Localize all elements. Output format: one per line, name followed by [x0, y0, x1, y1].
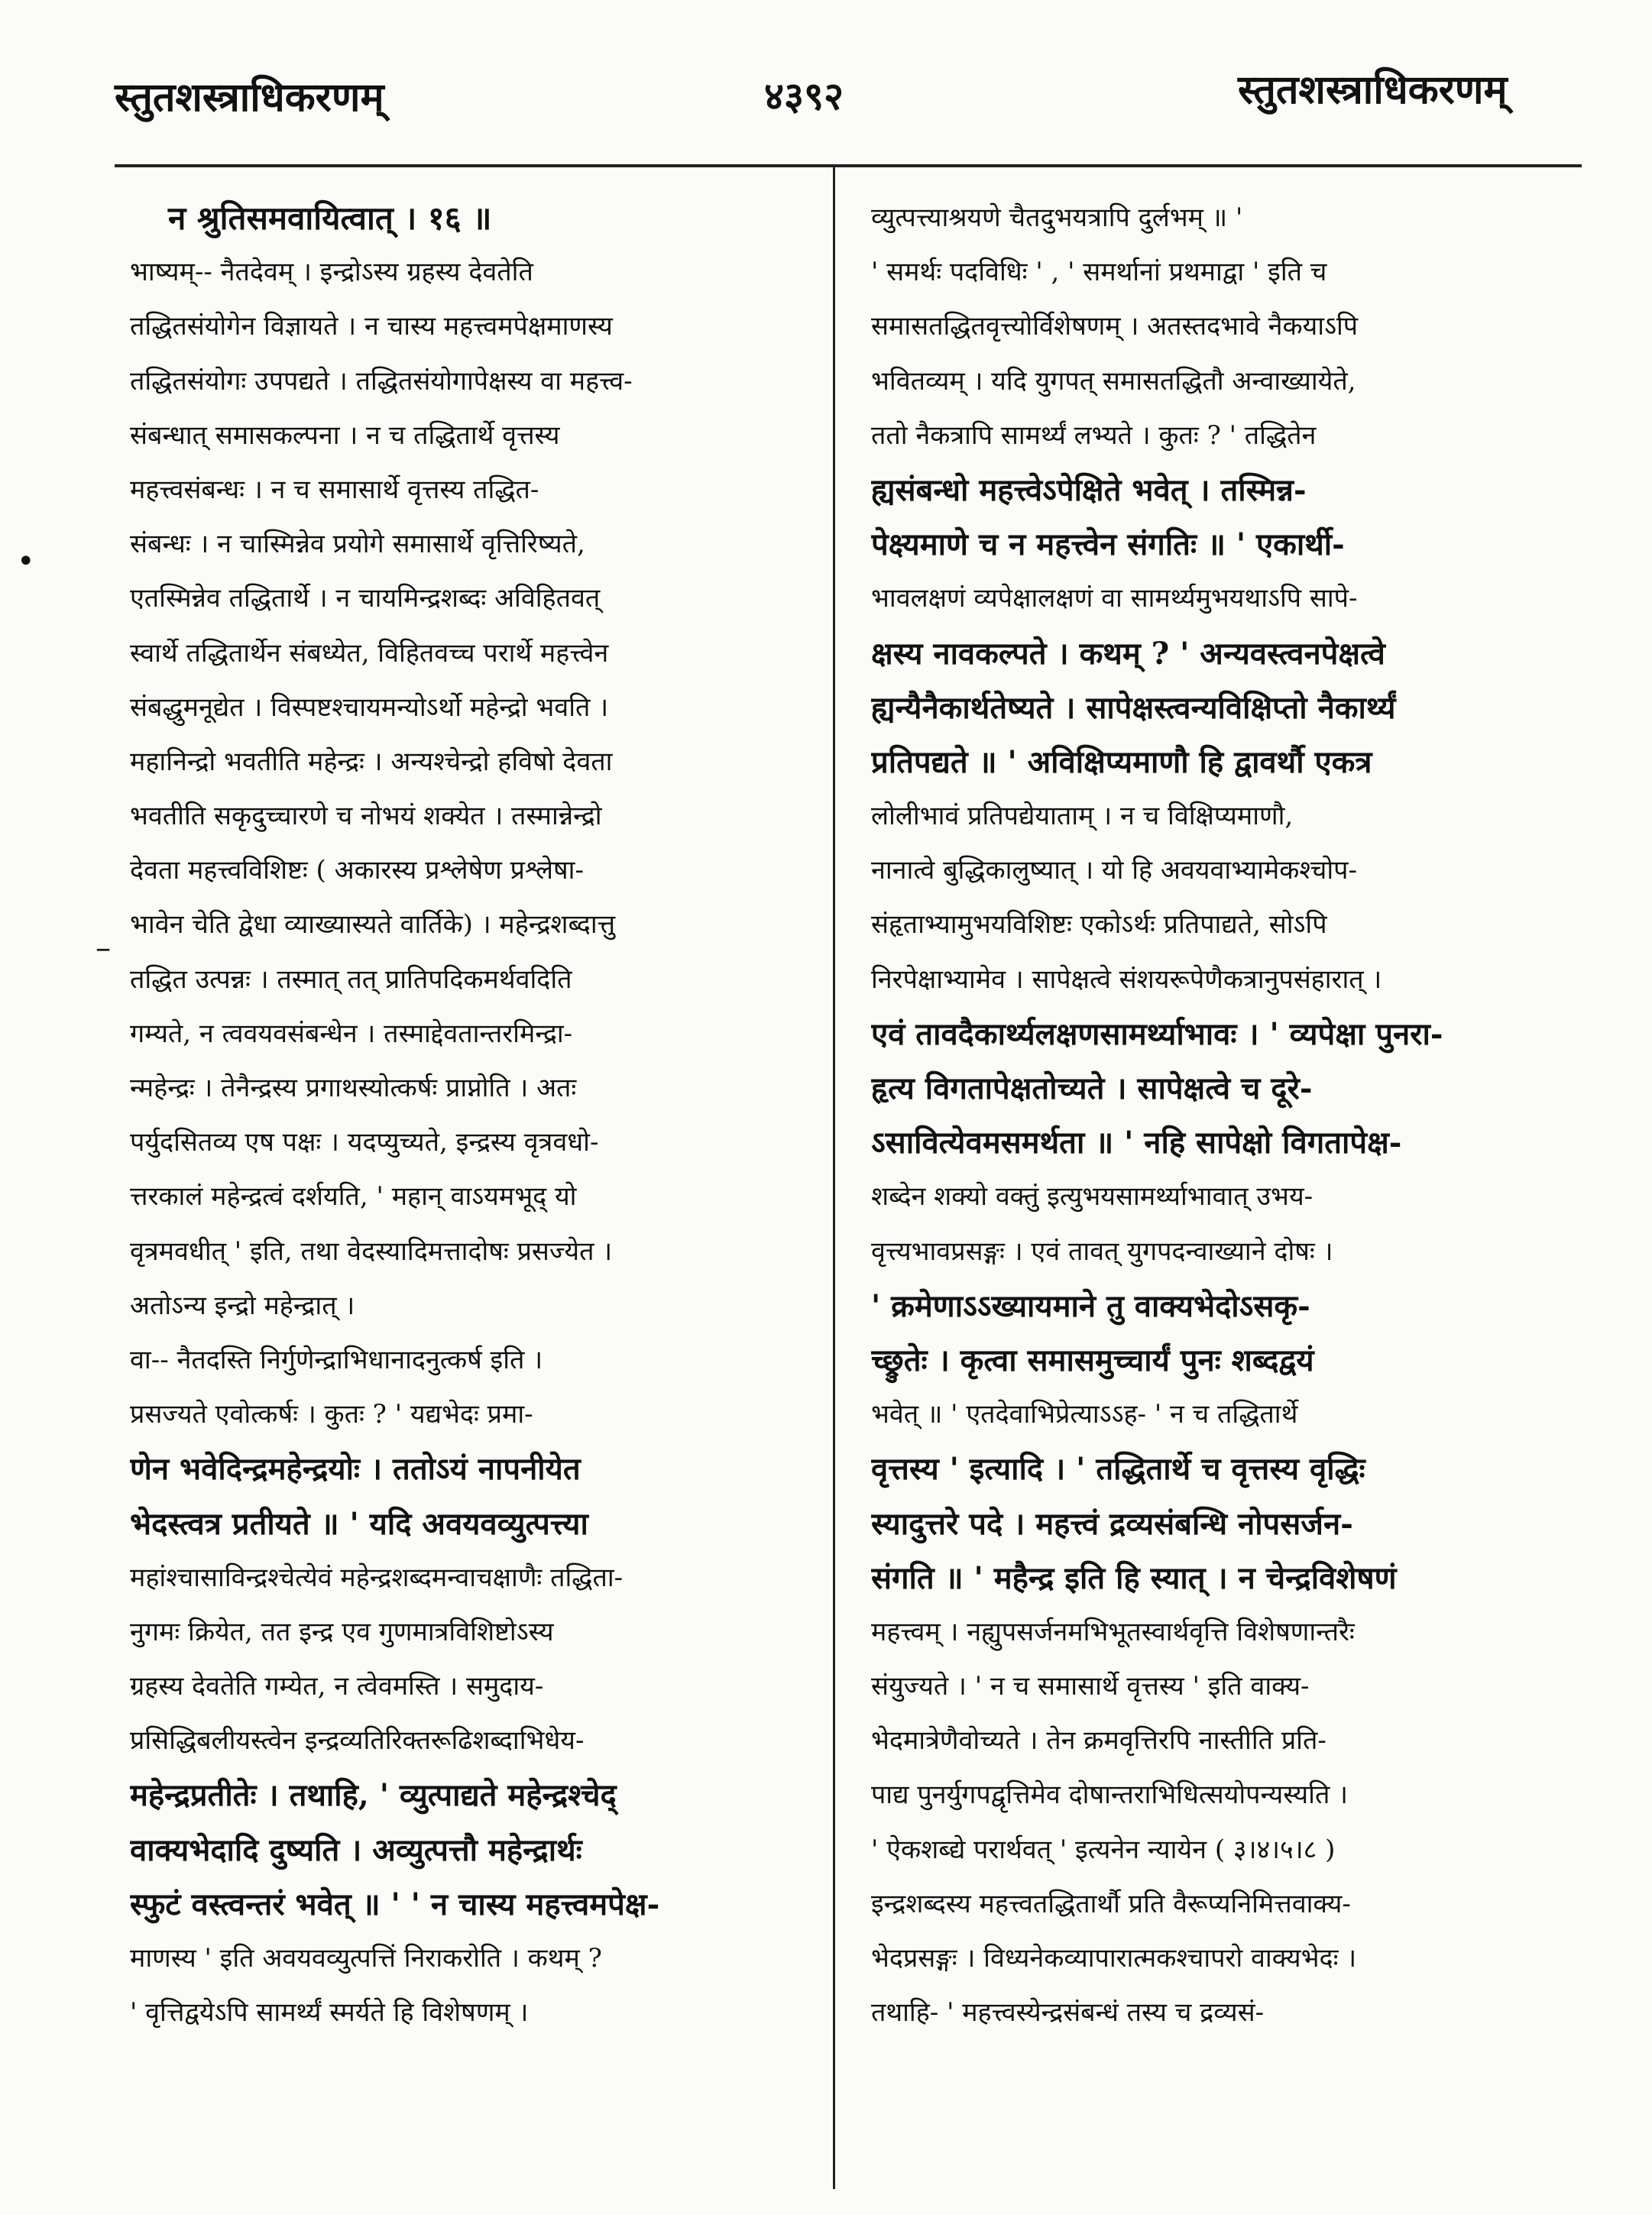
text-line: प्रसिद्धिबलीयस्त्वेन इन्द्रव्यतिरिक्तरूढिशब्दाभिधेय-: [130, 1725, 585, 1757]
text-line: शब्देन शक्यो वक्तुं इत्युभयसामर्थ्याभावात् उभय-: [871, 1181, 1314, 1213]
text-line: भवेत् ॥ ' एतदेवाभिप्रेत्याऽऽह- ' न च तद्धितार्थे: [871, 1399, 1298, 1430]
right-column: [871, 191, 1559, 2040]
text-line: संबन्धः । न चास्मिन्नेव प्रयोगे समासार्थे वृत्तिरिष्यते,: [130, 529, 585, 560]
text-line: समासतद्धितवृत्त्योर्विशेषणम् । अतस्तदभावे नैकयाऽपि: [871, 311, 1359, 342]
text-line: महत्त्वम् । नह्युपसर्जनमभिभूतस्वार्थवृत्ति विशेषणान्तरैः: [871, 1616, 1355, 1647]
margin-dot-icon: •: [17, 544, 35, 579]
running-title-left: स्तुतशस्त्राधिकरणम्: [115, 74, 384, 121]
text-line: वाक्यभेदादि दुष्यति । अव्युत्पत्तौ महेन्द्रार्थः: [130, 1831, 582, 1868]
text-line: भाष्यम्-- नैतदेवम् । इन्द्रोऽस्य ग्रहस्य देवतेति: [130, 257, 533, 288]
text-line: ह्यसंबन्धो महत्त्वेऽपेक्षिते भवेत् । तस्मिन्न-: [871, 471, 1307, 508]
left-column: [130, 191, 814, 2040]
text-line: ' वृत्तिद्वयेऽपि सामर्थ्यं स्मर्यते हि विशेषणम् ।: [130, 1997, 529, 2029]
text-line: पाद्य पुनर्युगपद्वृत्तिमेव दोषान्तराभिधित्सयोपन्यस्यति ।: [871, 1779, 1349, 1811]
text-line: भेदमात्रेणैवोच्यते । तेन क्रमवृत्तिरपि नास्तीति प्रति-: [871, 1725, 1326, 1757]
sutra-heading: न श्रुतिसमवायित्वात् । १६ ॥: [168, 199, 492, 237]
text-line: क्षस्य नावकल्पते । कथम् ? ' अन्यवस्त्वनपेक्षत्वे: [871, 635, 1385, 672]
text-line: तद्धित उत्पन्नः । तस्मात् तत् प्रातिपदिकमर्थवदिति: [130, 963, 572, 995]
text-line: प्रसज्यते एवोत्कर्षः । कुतः ? ' यद्यभेदः प्रमा-: [130, 1399, 533, 1430]
text-line: वा-- नैतदस्ति निर्गुणेन्द्राभिधानादनुत्कर्ष इति ।: [130, 1344, 543, 1375]
text-line: च्छ्रुतेः । कृत्वा समासमुच्चार्यं पुनः शब्दद्वयं: [871, 1342, 1314, 1378]
text-line: ' ऐकशब्द्ये परार्थवत् ' इत्यनेन न्यायेन ( ३।४।५।८ ): [871, 1834, 1336, 1865]
text-line: संहृताभ्यामुभयविशिष्टः एकोऽर्थः प्रतिपाद्यते, सोऽपि: [871, 909, 1327, 941]
column-divider: [833, 164, 835, 2189]
text-line: ' क्रमेणाऽऽख्यायमाने तु वाक्यभेदोऽसकृ-: [871, 1287, 1310, 1324]
text-line: पेक्ष्यमाणे च न महत्त्वेन संगतिः ॥ ' एकार्थी-: [871, 526, 1345, 563]
text-line: स्फुटं वस्त्वन्तरं भवेत् ॥ ' ' न चास्य महत्त्वमपेक्ष-: [130, 1886, 660, 1922]
text-line: माणस्य ' इति अवयवव्युत्पत्तिं निराकरोति । कथम् ?: [130, 1943, 602, 1974]
text-line: संबद्धुमनूद्येत । विस्पष्टश्चायमन्योऽर्थो महेन्द्रो भवति ।: [130, 691, 609, 723]
text-line: निरपेक्षाभ्यामेव । सापेक्षत्वे संशयरूपेणैकत्रानुपसंहारात् ।: [871, 963, 1382, 995]
text-line: भावलक्षणं व्यपेक्षालक्षणं वा सामर्थ्यमुभयथाऽपि सापे-: [871, 583, 1358, 614]
text-line: भेदस्त्वत्र प्रतीयते ॥ ' यदि अवयवव्युत्पत्त्या: [130, 1505, 588, 1542]
text-line: गम्यते, न त्ववयवसंबन्धेन । तस्माद्देवतान्तरमिन्द्रा-: [130, 1018, 573, 1049]
text-line: भवितव्यम् । यदि युगपत् समासतद्धितौ अन्वाख्यायेते,: [871, 365, 1356, 397]
text-line: तद्धितसंयोगेन विज्ञायते । न चास्य महत्त्वमपेक्षमाणस्य: [130, 311, 613, 342]
text-line: अतोऽन्य इन्द्रो महेन्द्रात् ।: [130, 1290, 355, 1321]
text-line: स्यादुत्तरे पदे । महत्त्वं द्रव्यसंबन्धि नोपसर्जन-: [871, 1505, 1353, 1542]
text-line: ह्यन्यैनैकार्थतेष्यते । सापेक्षस्त्वन्यविक्षिप्तो नैकार्थ्यं: [871, 689, 1396, 726]
text-line: ऽसावित्येवमसमर्थता ॥ ' नहि सापेक्षो विगतापेक्ष-: [871, 1125, 1402, 1161]
text-line: भावेन चेति द्वेधा व्याख्यास्यते वार्तिके) । महेन्द्रशब्दात्तु: [130, 909, 616, 941]
text-line: महेन्द्रप्रतीतेः । तथाहि, ' व्युत्पाद्यते महेन्द्रश्चेद्: [130, 1777, 617, 1814]
text-line: वृत्तस्य ' इत्यादि । ' तद्धितार्थे च वृत्तस्य वृद्धिः: [871, 1451, 1365, 1488]
page-number: ४३९२: [764, 73, 844, 118]
text-line: देवता महत्त्वविशिष्टः ( अकारस्य प्रश्लेषेण प्रश्लेषा-: [130, 855, 584, 886]
text-line: न्महेन्द्रः । तेनैन्द्रस्य प्रगाथस्योत्कर्षः प्राप्नोति । अतः: [130, 1073, 577, 1103]
text-line: पर्युदसितव्य एष पक्षः । यदप्युच्यते, इन्द्रस्य वृत्रवधो-: [130, 1127, 599, 1158]
text-line: एतस्मिन्नेव तद्धितार्थे । न चायमिन्द्रशब्दः अविहितवत्: [130, 583, 601, 614]
text-line: भेदप्रसङ्गः । विध्यनेकव्यापारात्मकश्चापरो वाक्यभेदः ।: [871, 1943, 1357, 1974]
text-line: एवं तावदैकार्थ्यलक्षणसामर्थ्याभावः । ' व्यपेक्षा पुनरा-: [871, 1015, 1443, 1052]
text-line: संगति ॥ ' महैन्द्र इति हि स्यात् । न चेन्द्रविशेषणं: [871, 1559, 1397, 1596]
text-line: ' समर्थः पदविधिः ' , ' समर्थानां प्रथमाद्वा ' इति च: [871, 257, 1327, 288]
text-line: स्वार्थे तद्धितार्थेन संबध्येत, विहितवच्च परार्थे महत्त्वेन: [130, 637, 609, 669]
running-title-right: स्तुतशस्त्राधिकरणम्: [1238, 66, 1508, 113]
text-line: तथाहि- ' महत्त्वस्येन्द्रसंबन्धं तस्य च द्रव्यसं-: [871, 1997, 1265, 2029]
header-rule: [115, 164, 1582, 167]
text-line: इन्द्रशब्दस्य महत्त्वतद्धितार्थौ प्रति वैरूप्यनिमित्तवाक्य-: [871, 1888, 1351, 1919]
text-line: संबन्धात् समासकल्पना । न च तद्धितार्थे वृत्तस्य: [130, 419, 560, 451]
text-line: महांश्चासाविन्द्रश्चेत्येवं महेन्द्रशब्दमन्वाचक्षाणैः तद्धिता-: [130, 1562, 624, 1593]
text-line: प्रतिपद्यते ॥ ' अविक्षिप्यमाणौ हि द्वावर्थौ एकत्र: [871, 743, 1372, 780]
text-line: महत्त्वसंबन्धः । न च समासार्थे वृत्तस्य तद्धित-: [130, 474, 539, 505]
text-line: महानिन्द्रो भवतीति महेन्द्रः । अन्यश्चेन्द्रो हविषो देवता: [130, 746, 613, 777]
text-line: ग्रहस्य देवतेति गम्येत, न त्वेवमस्ति । समुदाय-: [130, 1671, 544, 1702]
text-line: णेन भवेदिन्द्रमहेन्द्रयोः । ततोऽयं नापनीयेत: [130, 1451, 581, 1488]
text-line: संयुज्यते । ' न च समासार्थे वृत्तस्य ' इति वाक्य-: [871, 1671, 1310, 1702]
text-line: त्तरकालं महेन्द्रत्वं दर्शयति, ' महान् वाऽयमभूद् यो: [130, 1181, 577, 1213]
text-line: वृत्रमवधीत् ' इति, तथा वेदस्यादिमत्तादोषः प्रसज्येत ।: [130, 1235, 613, 1267]
text-line: नुगमः क्रियेत, तत इन्द्र एव गुणमात्रविशिष्टोऽस्य: [130, 1616, 554, 1647]
text-line: हृत्य विगतापेक्षतोच्यते । सापेक्षत्वे च दूरे-: [871, 1070, 1313, 1106]
margin-dash-icon: –: [96, 931, 111, 966]
text-line: तद्धितसंयोगः उपपद्यते । तद्धितसंयोगापेक्षस्य वा महत्त्व-: [130, 365, 633, 397]
text-line: नानात्वे बुद्धिकालुष्यात् । यो हि अवयवाभ्यामेकश्चोप-: [871, 855, 1357, 886]
text-line: लोलीभावं प्रतिपद्येयाताम् । न च विक्षिप्यमाणौ,: [871, 801, 1294, 832]
text-line: वृत्त्यभावप्रसङ्गः । एवं तावत् युगपदन्वाख्याने दोषः ।: [871, 1235, 1333, 1267]
text-line: ततो नैकत्रापि सामर्थ्यं लभ्यते । कुतः ? ' तद्धितेन: [871, 419, 1317, 451]
text-line: भवतीति सकृदुच्चारणे च नोभयं शक्येत । तस्मान्नेन्द्रो: [130, 801, 602, 832]
text-line: व्युत्पत्त्याश्रयणे चैतदुभयत्रापि दुर्लभम् ॥ ': [871, 202, 1243, 233]
